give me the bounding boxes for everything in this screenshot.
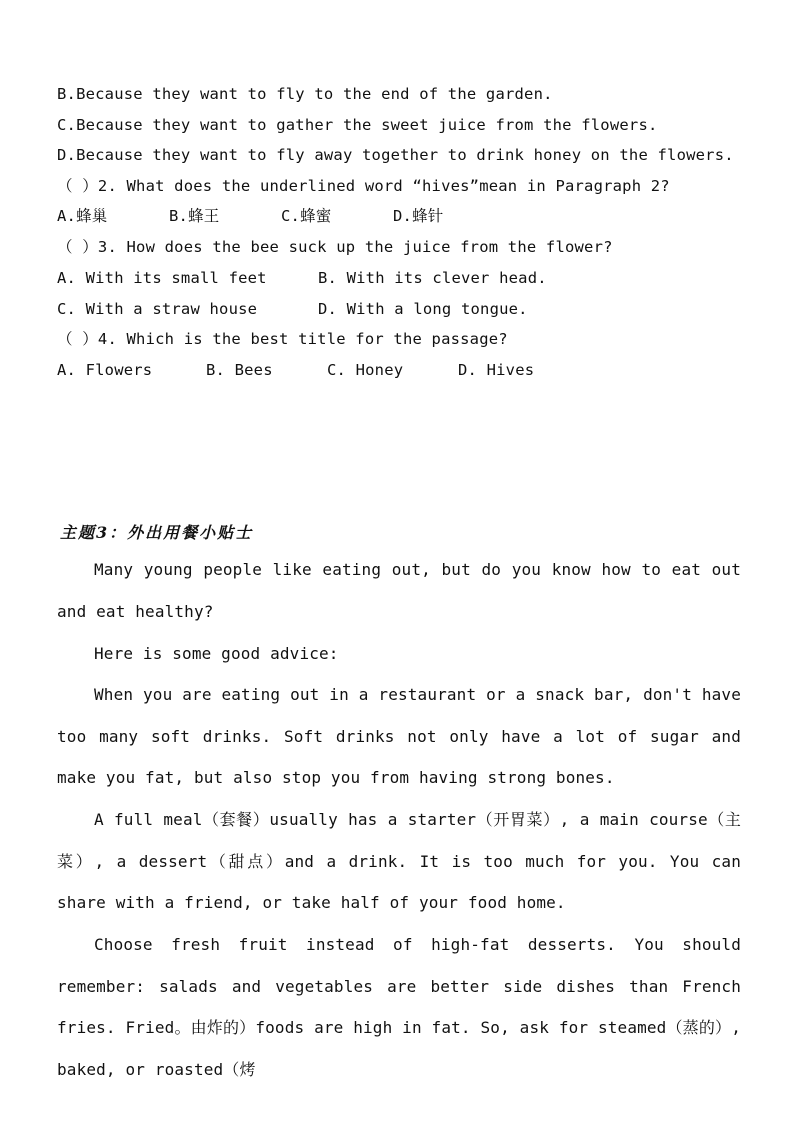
question-4-option-d: D. Hives bbox=[458, 361, 535, 379]
question-2-option-b: B.蜂王 bbox=[169, 207, 220, 225]
question-3-options-row-1 bbox=[57, 268, 547, 288]
paragraph-intro: Many young people like eating out, but do you know how to eat out and eat healthy? bbox=[57, 560, 741, 621]
paragraph-fresh-fruit: Choose fresh fruit instead of high-fat desserts. You should remember: salads and vegetables are better side dishes than French fries. Fried。由炸的）foods are high in fat. So, ask for steamed（蒸的）, baked, or roasted（烤 bbox=[57, 935, 741, 1079]
question-3-option-b: B. With its clever head. bbox=[318, 269, 547, 287]
question-2-options bbox=[57, 206, 443, 226]
question-4: （ ）4. Which is the best title for the passage? bbox=[57, 330, 508, 348]
question-4-option-b: B. Bees bbox=[206, 361, 273, 379]
paragraph-soft-drinks: When you are eating out in a restaurant or a snack bar, don't have too many soft drinks. Soft drinks not only have a lot of sugar and make you fat, but also stop you from having strong bones. bbox=[57, 685, 741, 787]
question-2-option-a: A.蜂巢 bbox=[57, 207, 108, 225]
question-1-option-b: B.Because they want to fly to the end of the garden. bbox=[57, 85, 553, 103]
paragraph-full-meal: A full meal（套餐）usually has a starter（开胃菜）, a main course（主菜）, a dessert（甜点）and a drink. It is too much for you. You can share with a friend, or take half of your food home. bbox=[57, 810, 741, 912]
question-2-option-c: C.蜂蜜 bbox=[281, 207, 332, 225]
question-1-option-d: D.Because they want to fly away together to drink honey on the flowers. bbox=[57, 146, 734, 164]
question-4-option-c: C. Honey bbox=[327, 361, 404, 379]
question-2: （ ）2. What does the underlined word “hives”mean in Paragraph 2? bbox=[57, 177, 670, 195]
question-3: （ ）3. How does the bee suck up the juice from the flower? bbox=[57, 238, 613, 256]
question-3-option-d: D. With a long tongue. bbox=[318, 300, 528, 318]
question-1-option-c: C.Because they want to gather the sweet juice from the flowers. bbox=[57, 116, 658, 134]
question-4-option-a: A. Flowers bbox=[57, 361, 153, 379]
question-3-option-a: A. With its small feet bbox=[57, 269, 267, 287]
section-title: 主题3：外出用餐小贴士 bbox=[60, 523, 254, 542]
question-3-options-row-2 bbox=[57, 299, 528, 319]
question-4-options bbox=[57, 360, 534, 380]
paragraph-advice-lead: Here is some good advice: bbox=[94, 644, 339, 663]
question-2-option-d: D.蜂针 bbox=[393, 207, 444, 225]
question-3-option-c: C. With a straw house bbox=[57, 300, 258, 318]
